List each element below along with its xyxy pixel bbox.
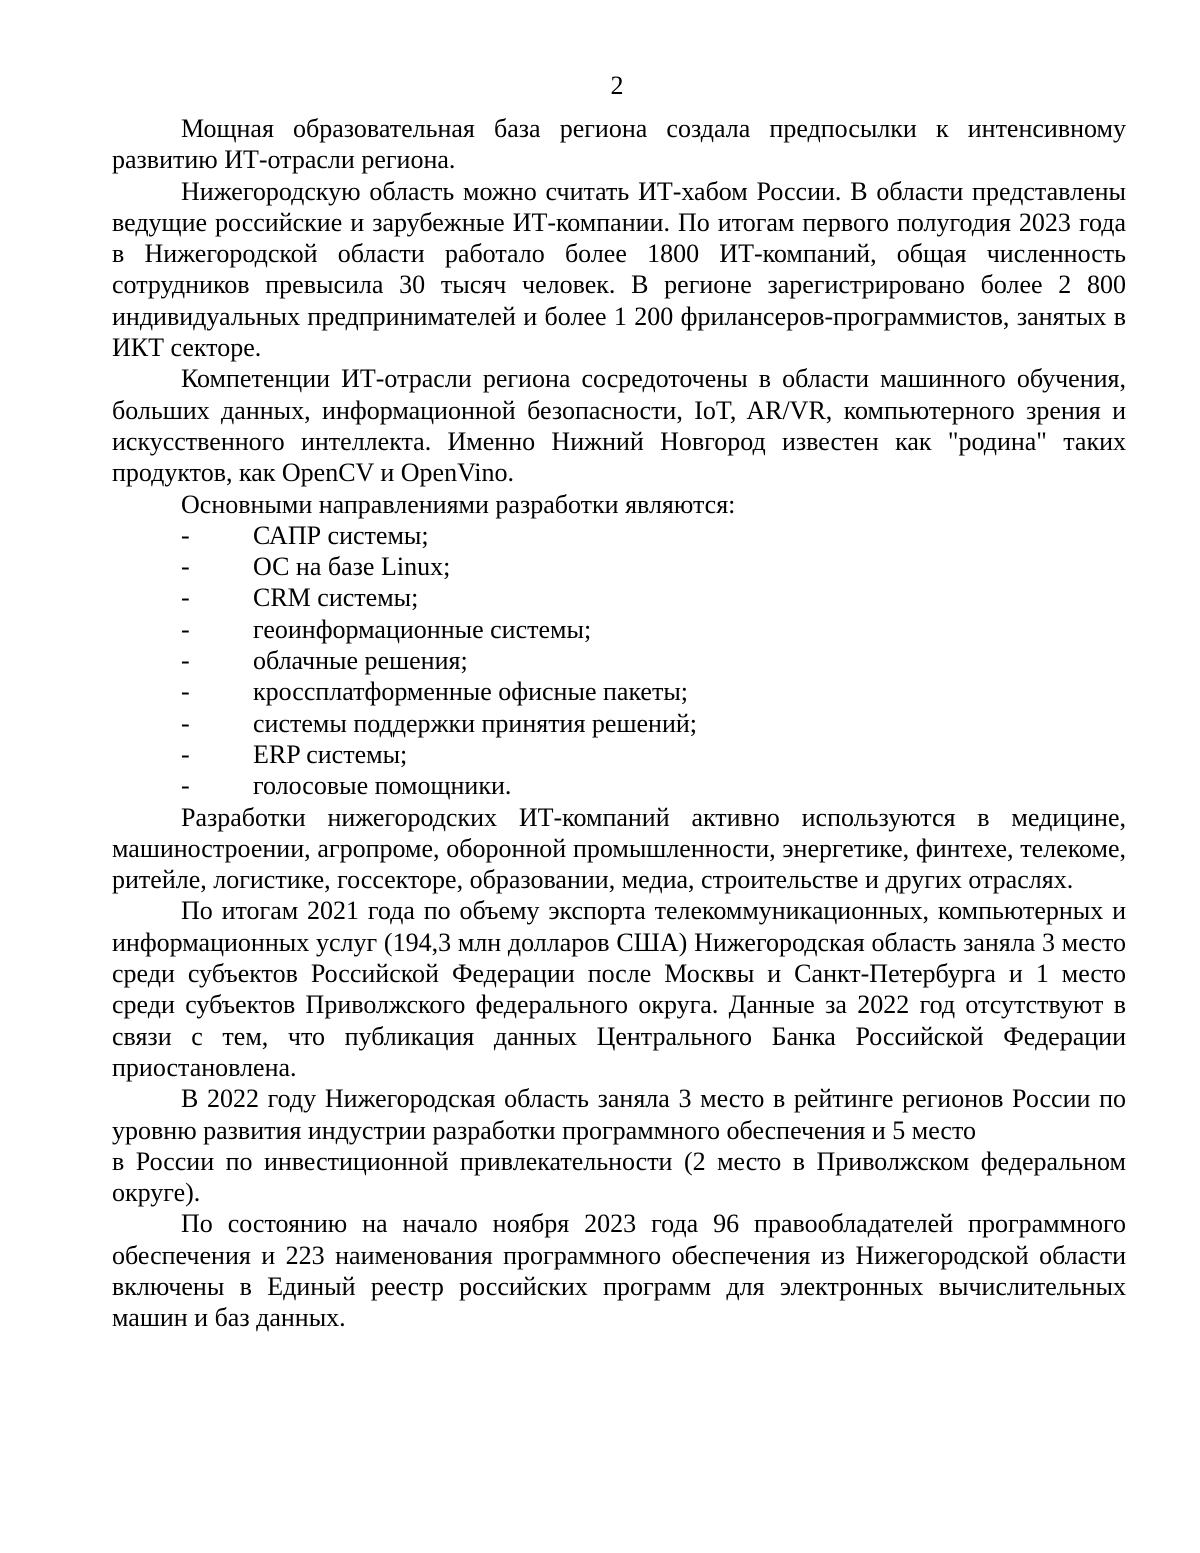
list-dash: - [181,771,190,801]
list-item-text: ERP системы; [253,739,408,769]
list-dash: - [181,739,190,769]
paragraph-industries: Разработки нижегородских ИТ-компаний активно используются в медицине, машиностроении, агропроме, оборонной промышленности, энергетике, финтехе, телекоме, ритейле, логистике, госсекторе, образовании, медиа, строительстве и других отраслях. [112,802,1126,895]
list-item [112,676,1126,707]
paragraph-directions-intro: Основными направлениями разработки являются: [181,489,736,519]
list-dash: - [181,552,190,582]
list-item-text: ОС на базе Linux; [253,552,451,582]
paragraph-software-registry: По состоянию на начало ноября 2023 года 96 правообладателей программного обеспечения и 223 наименования программного обеспечения из Нижегородской области включены в Единый реестр российских программ для электронных вычислительных машин и баз данных. [112,1209,1126,1333]
list-item [112,582,1126,613]
list-dash: - [181,520,190,550]
document-body [112,113,1126,1334]
list-item-text: геоинформационные системы; [253,614,592,644]
list-item [112,520,1126,551]
paragraph-competencies: Компетенции ИТ-отрасли региона сосредоточены в области машинного обучения, больших данных, информационной безопасности, IoT, AR/VR, компьютерного зрения и искусственного интеллекта. Именно Нижний Новгород известен как "родина" таких продуктов, как OpenCV и OpenVino. [112,364,1126,488]
list-item [112,739,1126,770]
list-item [112,645,1126,676]
list-item-text: САПР системы; [253,520,429,550]
list-dash: - [181,708,190,738]
list-dash: - [181,614,190,644]
paragraph-investment: в России по инвестиционной привлекательности (2 место в Приволжском федеральном округе). [112,1146,1126,1208]
list-item-text: кроссплатформенные офисные пакеты; [253,677,689,707]
page-number: 2 [610,71,624,100]
list-item-text: голосовые помощники. [253,771,512,801]
list-item-text: CRM системы; [253,583,419,613]
list-item-text: системы поддержки принятия решений; [253,708,697,738]
paragraph-education-base: Мощная образовательная база региона создала предпосылки к интенсивному развитию ИТ-отрасли региона. [112,114,1126,175]
list-dash: - [181,646,190,676]
paragraph-rating-2022: В 2022 году Нижегородская область заняла 3 место в рейтинге регионов России по уровню развития индустрии разработки программного обеспечения и 5 место [112,1084,1126,1145]
directions-list [112,520,1126,802]
list-dash: - [181,583,190,613]
list-dash: - [181,677,190,707]
list-item [112,708,1126,739]
list-item [112,614,1126,645]
paragraph-it-hub: Нижегородскую область можно считать ИТ-хабом России. В области представлены ведущие российские и зарубежные ИТ-компании. По итогам первого полугодия 2023 года в Нижегородской области работало более 1800 ИТ-компаний, общая численность сотрудников превысила 30 тысяч человек. В регионе зарегистрировано более 2 800 индивидуальных предпринимателей и более 1 200 фрилансеров-программистов, занятых в ИКТ секторе. [112,176,1126,363]
list-item [112,551,1126,582]
paragraph-export-2021: По итогам 2021 года по объему экспорта телекоммуникационных, компьютерных и информационных услуг (194,3 млн долларов США) Нижегородская область заняла 3 место среди субъектов Российской Федерации после Москвы и Санкт-Петербурга и 1 место среди субъектов Приволжского федерального округа. Данные за 2022 год отсутствуют в связи с тем, что публикация данных Центрального Банка Российской Федерации приостановлена. [112,896,1126,1082]
list-item-text: облачные решения; [253,646,468,676]
list-item [112,770,1126,801]
